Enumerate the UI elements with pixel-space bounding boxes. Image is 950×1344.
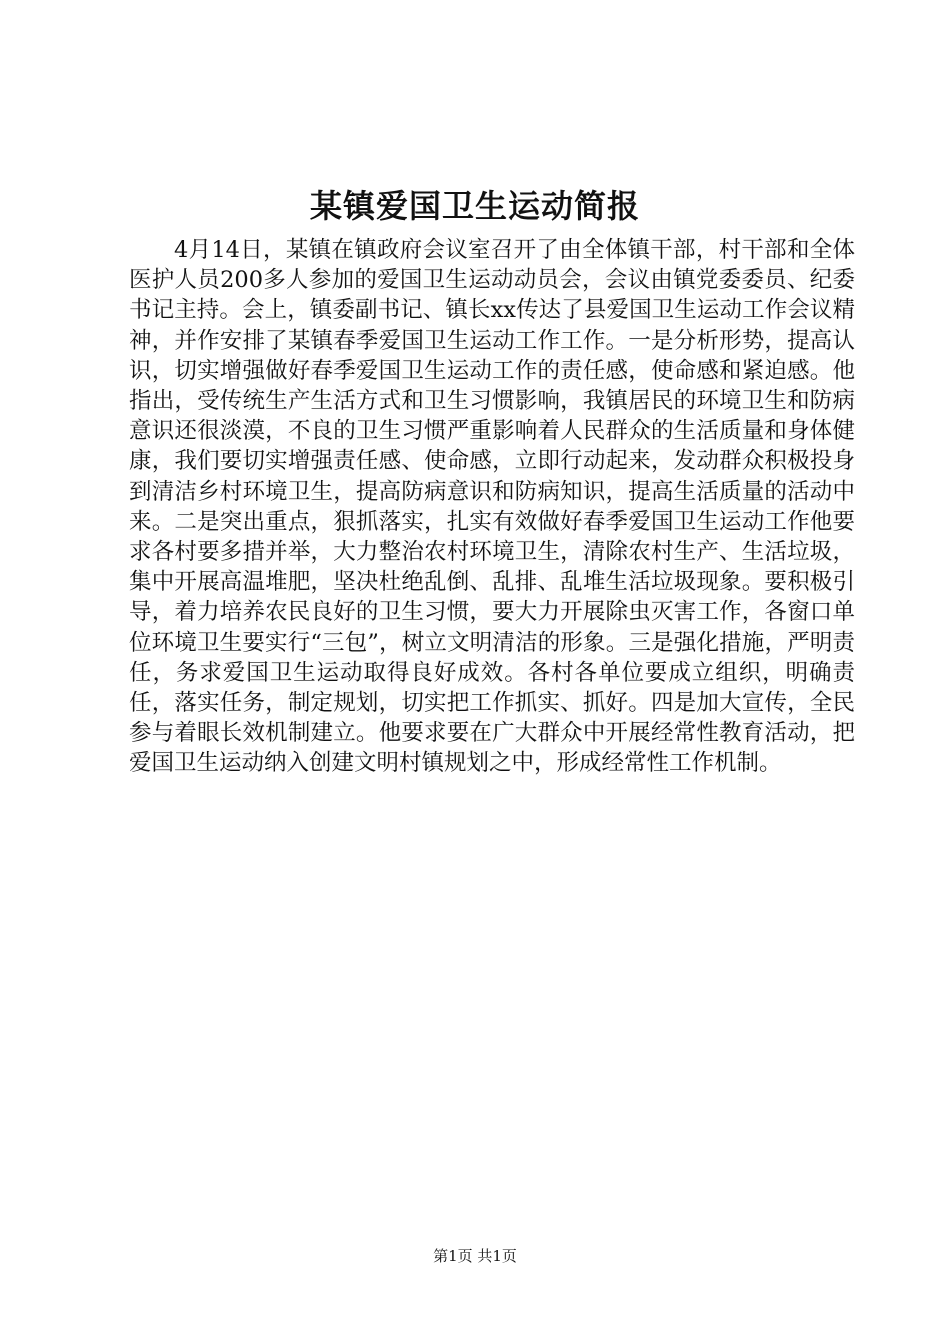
document-title: 某镇爱国卫生运动简报 (309, 187, 640, 225)
page-footer: 第1页 共1页 (433, 1247, 517, 1265)
body-paragraph: 4月14日，某镇在镇政府会议室召开了由全体镇干部，村干部和全体医护人员200多人参加的爱国卫生运动动员会，会议由镇党委委员、纪委书记主持。会上，镇委副书记、镇长xx传达了县爱国卫生运动工作会议精神，并作安排了某镇春季爱国卫生运动工作工作。一是分析形势，提高认识，切实增强做好春季爱国卫生运动工作的责任感，使命感和紧迫感。他指出，受传统生产生活方式和卫生习惯影响，我镇居民的环境卫生和防病意识还很淡漠，不良的卫生习惯严重影响着人民群众的生活质量和身体健康，我们要切实增强责任感、使命感，立即行动起来，发动群众积极投身到清洁乡村环境卫生，提高防病意识和防病知识，提高生活质量的活动中来。二是突出重点，狠抓落实，扎实有效做好春季爱国卫生运动工作他要求各村要多措并举，大力整治农村环境卫生，清除农村生产、生活垃圾，集中开展高温堆肥，坚决杜绝乱倒、乱排、乱堆生活垃圾现象。要积极引导，着力培养农民良好的卫生习惯，要大力开展除虫灭害工作，各窗口单位环境卫生要实行“三包”，树立文明清洁的形象。三是强化措施，严明责任，务求爱国卫生运动取得良好成效。各村各单位要成立组织，明确责任，落实任务，制定规划，切实把工作抓实、抓好。四是加大宣传，全民参与着眼长效机制建立。他要求要在广大群众中开展经常性教育活动，把爱国卫生运动纳入创建文明村镇规划之中，形成经常性工作机制。 (129, 237, 855, 777)
